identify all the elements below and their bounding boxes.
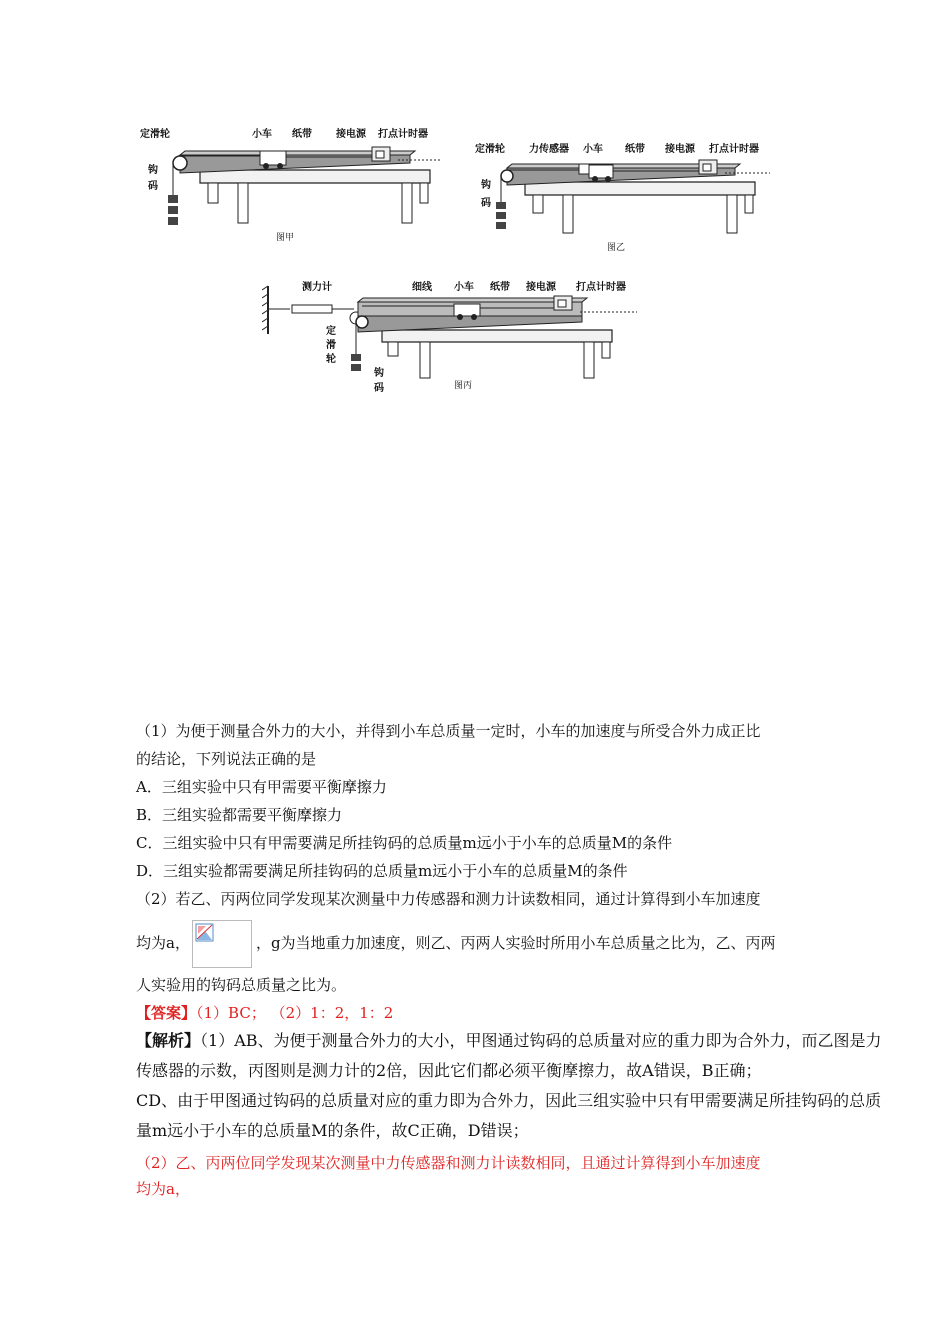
figure-bing — [262, 278, 642, 398]
analysis-line3: CD、由于甲图通过钩码的总质量对应的重力即为合外力，因此三组实验中只有甲需要满足所挂钩码的总质 — [136, 1091, 882, 1110]
label-power: 接电源 — [665, 144, 695, 155]
answer-text: （1）BC； （2）1：2，1：2 — [196, 1004, 394, 1022]
label-weight-2: 码 — [148, 181, 158, 192]
option-a: A．三组实验中只有甲需要平衡摩擦力 — [136, 778, 387, 796]
label-weight-2: 码 — [481, 198, 491, 209]
answer-label: 【答案】 — [136, 1004, 197, 1022]
analysis-line6: 均为a， — [136, 1180, 190, 1198]
figure-yi — [475, 140, 775, 255]
label-tape: 纸带 — [292, 129, 312, 140]
label-power: 接电源 — [336, 129, 366, 140]
analysis-label: 【解析】 — [136, 1031, 201, 1050]
label-cart: 小车 — [252, 129, 272, 140]
analysis-line2: 传感器的示数，丙图则是测力计的2倍，因此它们都必须平衡摩擦力，故A错误，B正确； — [136, 1061, 762, 1080]
label-pulley-3: 轮 — [326, 354, 336, 365]
option-d: D．三组实验都需要满足所挂钩码的总质量m远小于小车的总质量M的条件 — [136, 862, 628, 880]
label-spring-scale: 测力计 — [302, 282, 332, 293]
label-tape: 纸带 — [490, 282, 510, 293]
q2-line2-end: ，g为当地重力加速度，则乙、丙两人实验时所用小车总质量之比为，乙、丙两 — [255, 934, 776, 952]
q2-line1: （2）若乙、丙两位同学发现某次测量中力传感器和测力计读数相同，通过计算得到小车加速度 — [136, 890, 761, 908]
option-b: B．三组实验都需要平衡摩擦力 — [136, 806, 343, 824]
label-tape: 纸带 — [625, 144, 645, 155]
analysis-text-1: （1）AB、为便于测量合外力的大小，甲图通过钩码的总质量对应的重力即为合外力，而乙图是力 — [200, 1031, 882, 1050]
broken-image-icon — [192, 920, 252, 968]
label-thread: 细线 — [412, 282, 432, 293]
label-pulley-2: 滑 — [326, 340, 336, 351]
label-cart: 小车 — [454, 282, 474, 293]
label-power: 接电源 — [526, 282, 556, 293]
q2-line3: 人实验用的钩码总质量之比为。 — [136, 976, 347, 994]
analysis-line4: 量m远小于小车的总质量M的条件，故C正确，D错误； — [136, 1121, 529, 1140]
caption-jia: 图甲 — [276, 233, 295, 243]
option-c: C．三组实验中只有甲需要满足所挂钩码的总质量m远小于小车的总质量M的条件 — [136, 834, 673, 852]
caption-yi: 图乙 — [607, 243, 626, 253]
q1-line2: 的结论，下列说法正确的是 — [136, 750, 317, 768]
label-cart: 小车 — [583, 144, 603, 155]
q1-line1: （1）为便于测量合外力的大小，并得到小车总质量一定时，小车的加速度与所受合外力成正比 — [136, 722, 761, 740]
analysis-line1 — [136, 1030, 882, 1052]
label-weight-2: 码 — [374, 383, 384, 394]
label-pulley-1: 定 — [326, 326, 336, 337]
caption-bing: 图丙 — [454, 381, 473, 391]
label-timer: 打点计时器 — [378, 129, 428, 140]
label-force-sensor: 力传感器 — [529, 144, 569, 155]
label-weight-1: 钩 — [374, 368, 384, 379]
q2-line2 — [136, 918, 776, 968]
answer-line — [136, 1002, 393, 1024]
label-timer: 打点计时器 — [576, 282, 626, 293]
label-weight-1: 钩 — [148, 165, 158, 176]
label-pulley: 定滑轮 — [475, 144, 505, 155]
figure-jia — [140, 125, 440, 245]
analysis-line5: （2）乙、丙两位同学发现某次测量中力传感器和测力计读数相同，且通过计算得到小车加速度 — [136, 1154, 761, 1172]
label-pulley: 定滑轮 — [140, 129, 170, 140]
q2-line2-start: 均为a， — [136, 934, 190, 952]
label-weight-1: 钩 — [481, 180, 491, 191]
label-timer: 打点计时器 — [709, 144, 759, 155]
